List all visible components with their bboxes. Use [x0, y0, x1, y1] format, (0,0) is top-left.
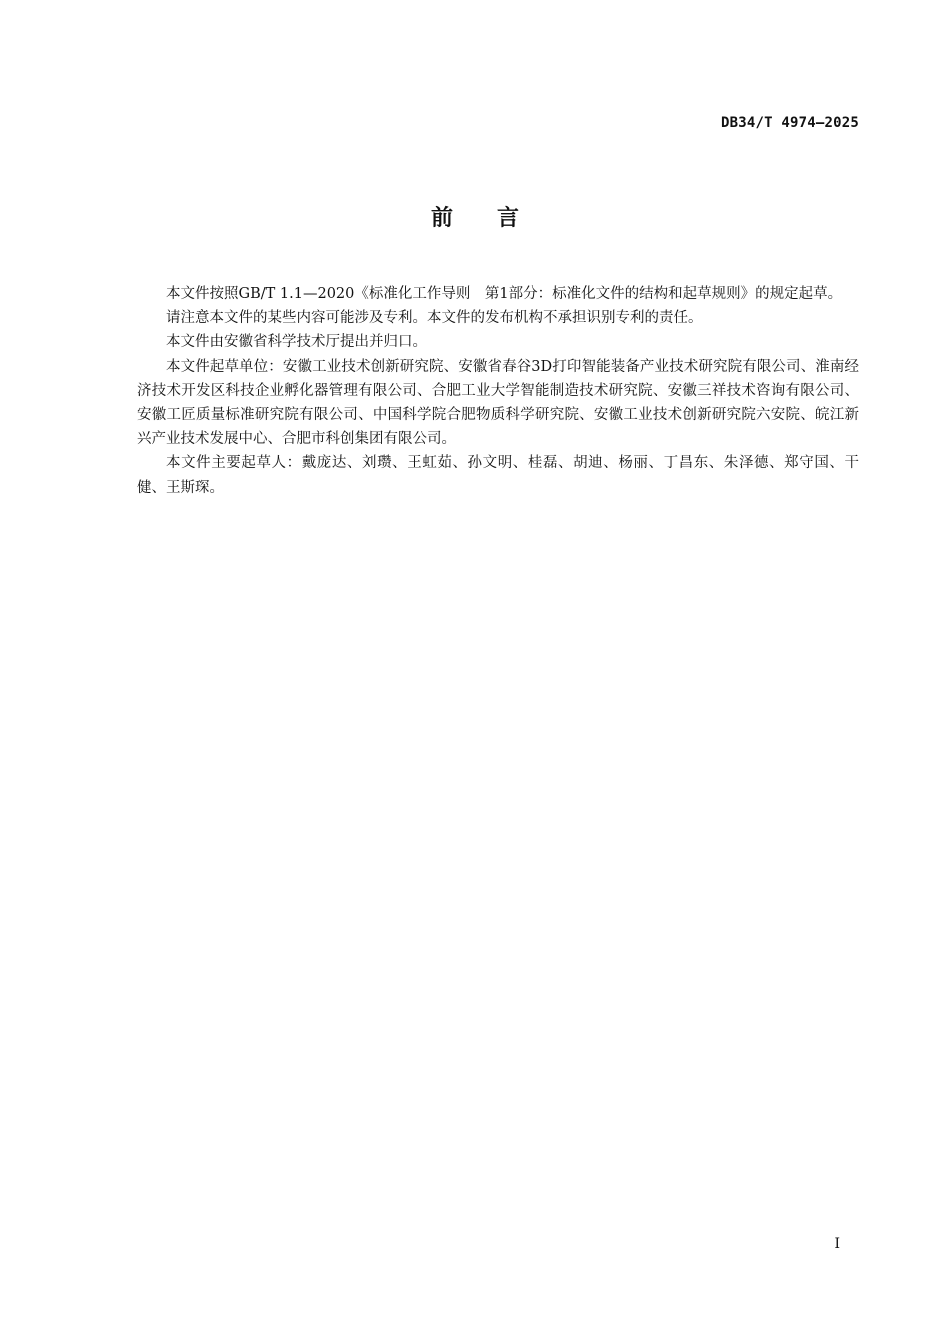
document-code: DB34/T 4974—2025 [720, 115, 859, 131]
paragraph-drafting-rules: 本文件按照GB/T 1.1—2020《标准化工作导则 第1部分：标准化文件的结构和起草规则》的规定起草。 [166, 286, 843, 302]
foreword-body [137, 282, 859, 500]
paragraph-patent-notice: 请注意本文件的某些内容可能涉及专利。本文件的发布机构不承担识别专利的责任。 [166, 310, 703, 327]
paragraph-drafters: 本文件主要起草人：戴庞达、刘瓒、王虹茹、孙文明、桂磊、胡迪、杨丽、丁昌东、朱泽德、郑守国、干健、王斯琛。 [137, 455, 859, 496]
page-title: 前言 [430, 205, 563, 231]
paragraph-proposer: 本文件由安徽省科学技术厅提出并归口。 [166, 334, 427, 351]
page-number: I [834, 1236, 840, 1252]
paragraph-drafting-units: 本文件起草单位：安徽工业技术创新研究院、安徽省春谷3D打印智能装备产业技术研究院有限公司、淮南经济技术开发区科技企业孵化器管理有限公司、合肥工业大学智能制造技术研究院、安徽三祥技术咨询有限公司、安徽工匠质量标准研究院有限公司、中国科学院合肥物质科学研究院、安徽工业技术创新研究院六安院、皖江新兴产业技术发展中心、合肥市科创集团有限公司。 [137, 358, 859, 448]
